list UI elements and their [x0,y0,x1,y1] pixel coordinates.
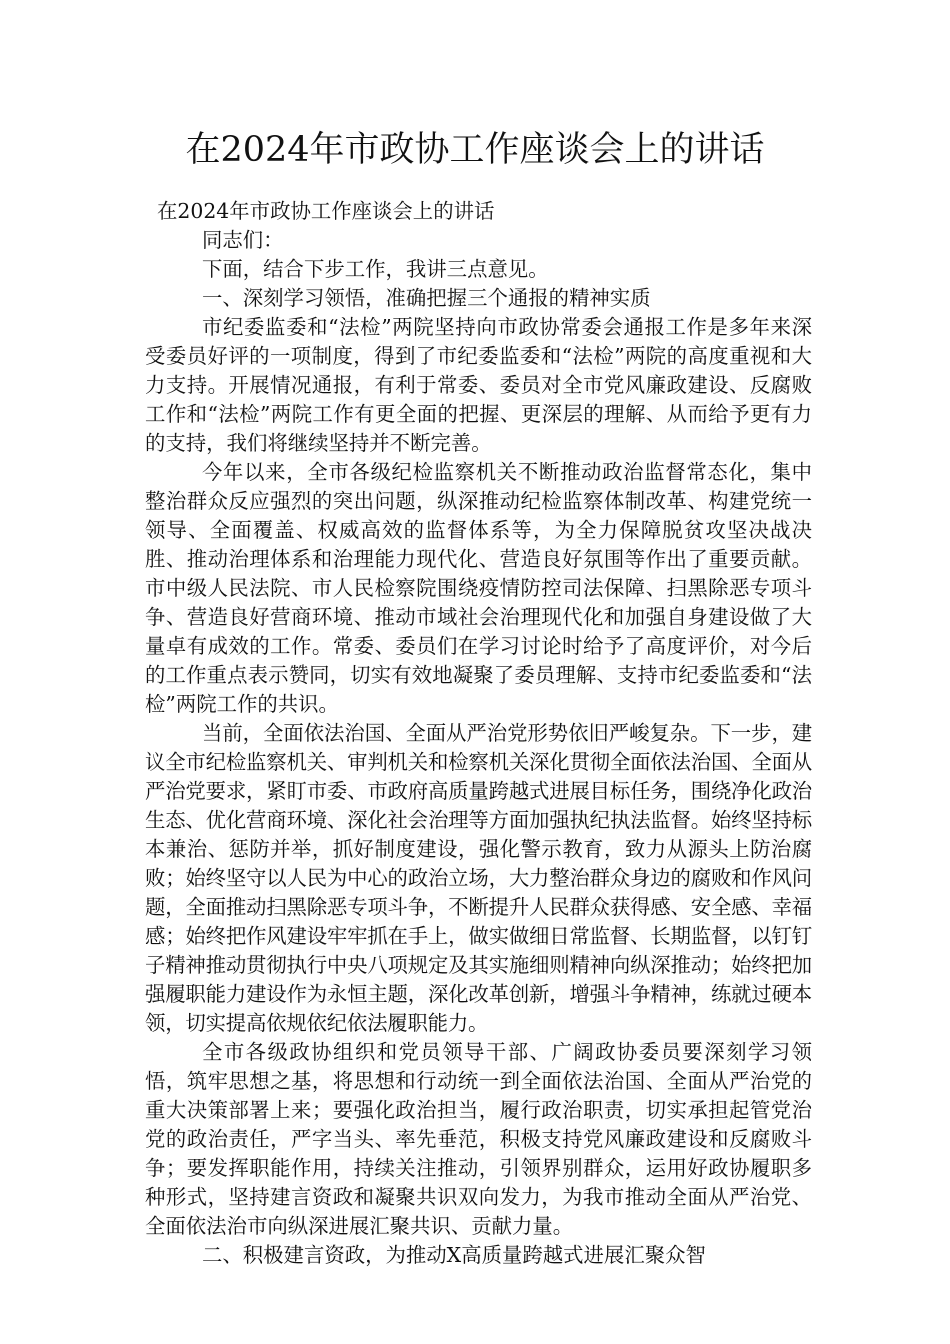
paragraph-1: 市纪委监委和“法检”两院坚持向市政协常委会通报工作是多年来深受委员好评的一项制度，得到了市纪委监委和“法检”两院的高度重视和大力支持。开展情况通报，有利于常委、委员对全市党风廉政建设、反腐败工作和“法检”两院工作有更全面的把握、更深层的理解、从而给予更有力的支持，我们将继续坚持并不断完善。 [145,315,812,455]
section-heading-1: 一、深刻学习领悟，准确把握三个通报的精神实质 [202,286,651,310]
document-title: 在2024年市政协工作座谈会上的讲话 [185,130,765,170]
section-heading-2: 二、积极建言资政，为推动X高质量跨越式进展汇聚众智 [202,1243,706,1267]
paragraph-2: 今年以来，全市各级纪检监察机关不断推动政治监督常态化，集中整治群众反应强烈的突出问题，纵深推动纪检监察体制改革、构建党统一领导、全面覆盖、权威高效的监督体系等，为全力保障脱贫攻坚决战决胜、推动治理体系和治理能力现代化、营造良好氛围等作出了重要贡献。市中级人民法院、市人民检察院围绕疫情防控司法保障、扫黑除恶专项斗争、营造良好营商环境、推动市域社会治理现代化和加强自身建设做了大量卓有成效的工作。常委、委员们在学习讨论时给予了高度评价，对今后的工作重点表示赞同，切实有效地凝聚了委员理解、支持市纪委监委和“法检”两院工作的共识。 [145,460,812,716]
paragraph-intro: 下面，结合下步工作，我讲三点意见。 [202,257,549,281]
salutation: 同志们： [202,228,284,252]
paragraph-4: 全市各级政协组织和党员领导干部、广阔政协委员要深刻学习领悟，筑牢思想之基，将思想和行动统一到全面依法治国、全面从严治党的重大决策部署上来；要强化政治担当，履行政治职责，切实承担起管党治党的政治责任，严字当头、率先垂范，积极支持党风廉政建设和反腐败斗争；要发挥职能作用，持续关注推动，引领界别群众，运用好政协履职多种形式，坚持建言资政和凝聚共识双向发力，为我市推动全面从严治党、全面依法治市向纵深进展汇聚共识、贡献力量。 [145,1040,812,1238]
paragraph-3: 当前，全面依法治国、全面从严治党形势依旧严峻复杂。下一步，建议全市纪检监察机关、审判机关和检察机关深化贯彻全面依法治国、全面从严治党要求，紧盯市委、市政府高质量跨越式进展目标任务，围绕净化政治生态、优化营商环境、深化社会治理等方面加强执纪执法监督。始终坚持标本兼治、惩防并举，抓好制度建设，强化警示教育，致力从源头上防治腐败；始终坚守以人民为中心的政治立场，大力整治群众身边的腐败和作风问题，全面推动扫黑除恶专项斗争，不断提升人民群众获得感、安全感、幸福感；始终把作风建设牢牢抓在手上，做实做细日常监督、长期监督，以钉钉子精神推动贯彻执行中央八项规定及其实施细则精神向纵深推动；始终把加强履职能力建设作为永恒主题，深化改革创新，增强斗争精神，练就过硬本领，切实提高依规依纪依法履职能力。 [145,721,812,1035]
document-body [145,197,812,1270]
document-subtitle: 在2024年市政协工作座谈会上的讲话 [157,199,495,223]
